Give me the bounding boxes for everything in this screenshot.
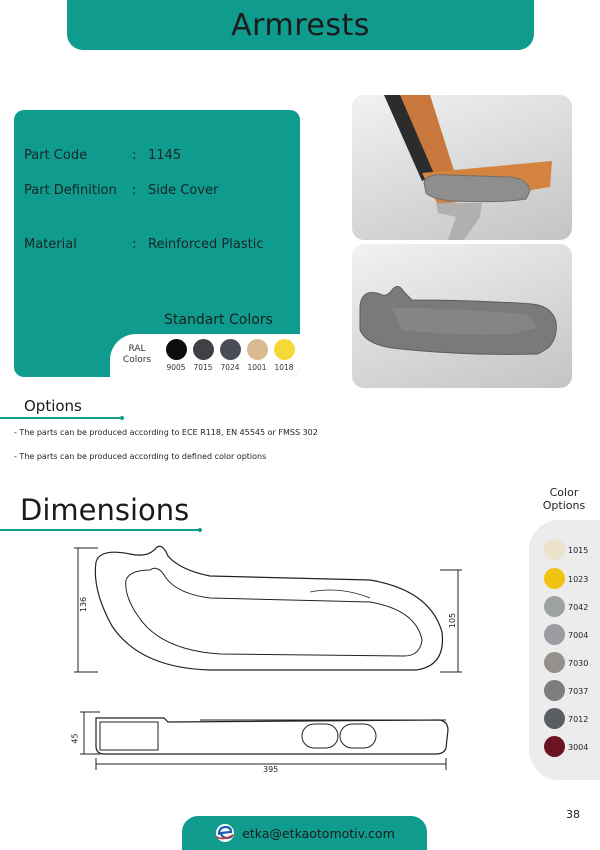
standard-code-7015: 7015: [193, 363, 213, 372]
standard-swatch-7015: [193, 339, 214, 360]
depth-label: 45: [70, 733, 80, 744]
standard-code-1018: 1018: [274, 363, 294, 372]
standard-colors-title: Standart Colors: [164, 312, 273, 328]
material-label: Material: [24, 237, 77, 252]
option-swatch-1015: [544, 539, 565, 560]
option-swatch-3004: [544, 736, 565, 757]
armrest-seat-photo: [352, 95, 572, 240]
option-swatch-1023: [544, 568, 565, 589]
option-code-1023: 1023: [568, 575, 589, 584]
color-options-title-line-1: Color: [549, 486, 579, 499]
option-code-1015: 1015: [568, 546, 589, 555]
height-left-label: 136: [79, 596, 89, 613]
ral-label-line-2: Colors: [122, 355, 152, 365]
standard-code-1001: 1001: [247, 363, 267, 372]
part-definition-separator: :: [132, 183, 137, 198]
part-definition-label: Part Definition: [24, 183, 117, 198]
color-options-title-line-2: Options: [542, 499, 586, 512]
option-code-7004: 7004: [568, 631, 589, 640]
dimensions-title: Dimensions: [20, 493, 190, 527]
page-number: 38: [566, 808, 580, 821]
option-line-standards: - The parts can be produced according to ECE R118, EN 45545 or FMSS 302: [14, 428, 318, 437]
ral-colors-label: [122, 344, 152, 366]
option-code-7012: 7012: [568, 715, 589, 724]
part-code-label: Part Code: [24, 148, 88, 163]
part-code-row: [24, 148, 181, 163]
armrest-part-photo: [352, 244, 572, 388]
ral-label-line-1: RAL: [128, 344, 146, 354]
standard-swatch-7024: [220, 339, 241, 360]
material-separator: :: [132, 237, 137, 252]
material-value: Reinforced Plastic: [148, 237, 264, 252]
option-code-7042: 7042: [568, 603, 589, 612]
part-info-card: [14, 110, 300, 377]
height-right-label: 105: [448, 612, 458, 629]
armrest-seat-illustration: [352, 95, 572, 240]
option-line-colors: - The parts can be produced according to defined color options: [14, 452, 267, 461]
standard-swatch-1018: [274, 339, 295, 360]
standard-swatch-1001: [247, 339, 268, 360]
standard-code-7024: 7024: [220, 363, 240, 372]
color-options-panel: [529, 520, 600, 780]
options-underline: [0, 417, 122, 419]
part-definition-row: [24, 183, 218, 198]
options-title: Options: [24, 397, 82, 415]
standard-colors-panel: [110, 334, 300, 377]
option-swatch-7042: [544, 596, 565, 617]
material-row: [24, 237, 263, 252]
color-options-title: [532, 486, 596, 512]
option-swatch-7004: [544, 624, 565, 645]
part-code-value: 1145: [148, 148, 182, 163]
armrest-part-illustration: [352, 244, 572, 388]
length-label: 395: [263, 765, 279, 774]
option-code-7030: 7030: [568, 659, 589, 668]
option-code-7037: 7037: [568, 687, 589, 696]
dimensions-underline: [0, 529, 200, 531]
etka-logo-icon: [214, 822, 236, 844]
option-code-3004: 3004: [568, 743, 589, 752]
top-view-drawing: [70, 540, 470, 680]
option-swatch-7037: [544, 680, 565, 701]
standard-swatch-9005: [166, 339, 187, 360]
standard-code-9005: 9005: [166, 363, 186, 372]
header-banner: [67, 0, 534, 50]
part-definition-value: Side Cover: [148, 183, 219, 198]
option-swatch-7012: [544, 708, 565, 729]
option-swatch-7030: [544, 652, 565, 673]
page-title: Armrests: [231, 7, 370, 43]
part-code-separator: :: [132, 148, 137, 163]
footer-banner: [182, 816, 427, 850]
contact-email-link[interactable]: etka@etkaotomotiv.com: [242, 825, 395, 841]
